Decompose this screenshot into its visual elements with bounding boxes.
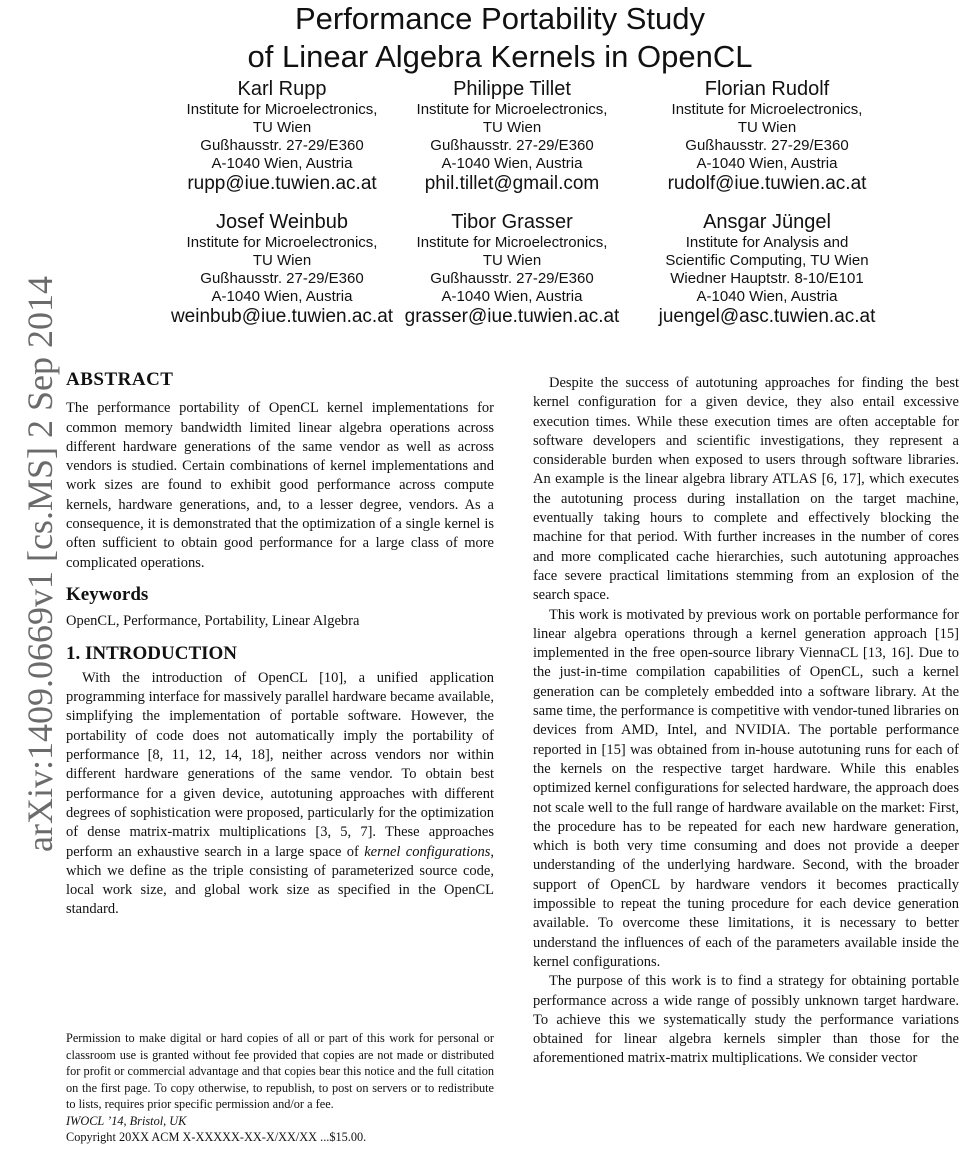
title-line-1: Performance Portability Study	[294, 1, 706, 36]
author-name: Philippe Tillet	[453, 78, 571, 100]
author-address: Gußhausstr. 27-29/E360	[430, 270, 594, 287]
author-affiliation: TU Wien	[482, 252, 542, 269]
author-email[interactable]: rudolf@iue.tuwien.ac.at	[667, 173, 867, 194]
author-email[interactable]: grasser@iue.tuwien.ac.at	[404, 306, 620, 327]
keywords-text: OpenCL, Performance, Portability, Linear Algebra	[66, 613, 360, 630]
intro-paragraph-2: Despite the success of autotuning approaches for finding the best kernel configuration for a given device, they also entail excessive execution times. While these execution times are often acceptable for software developers and scientific investigations, they represent a considerable burden when exposed to users through software libraries. An example is the linear algebra library ATLAS [6, 17], which executes the autotuning process during installation on the target machine, eventually taking hours to complete and effectively blocking the machine for that period. With further increases in the number of cores and more complicated cache hierarchies, such autotuning approaches face severe practical limitations stemming from an explosion of the search space.	[533, 375, 959, 604]
author-address: Wiedner Hauptstr. 8-10/E101	[670, 270, 864, 287]
right-column	[533, 374, 959, 1069]
author-affiliation: Institute for Analysis and	[685, 234, 849, 251]
keywords-heading: Keywords	[66, 583, 149, 605]
author-affiliation: Institute for Microelectronics,	[416, 101, 608, 118]
author-block	[617, 211, 917, 327]
author-address: A-1040 Wien, Austria	[696, 155, 838, 172]
author-affiliation: TU Wien	[482, 119, 542, 136]
author-block	[617, 78, 917, 194]
intro-paragraph-3: This work is motivated by previous work on portable performance for linear algebra operations through a kernel generation approach [15] implemented in the free open-source library ViennaCL [13, 16]. Due to the just-in-time compilation capabilities of OpenCL, such a kernel generation can be completely embedded into a software library. At the same time, the performance is competitive with vendor-tuned libraries on devices from AMD, Intel, and NVIDIA. The portable performance reported in [15] was obtained from in-house autotuning runs for each of the kernels on the respective target hardware. While this enables optimized kernel configurations for selected hardware, the approach does not scale well to the full range of hardware available on the market: First, the procedure has to be repeated for each new hardware generation, which is both very time consuming and does not provide a deeper understanding of the underlying hardware. Second, with the broader support of OpenCL by hardware vendors it becomes practically impossible to repeat the tuning procedure for each device generation available. To overcome these limitations, it is necessary to better understand the influences of each of the parameters available inside the kernel configurations.	[533, 606, 959, 970]
copyright-line: Copyright 20XX ACM X-XXXXX-XX-X/XX/XX ...$15.00.	[66, 1130, 367, 1144]
author-name: Tibor Grasser	[451, 211, 573, 233]
introduction-heading: 1. INTRODUCTION	[66, 642, 238, 664]
author-affiliation: Institute for Microelectronics,	[186, 101, 378, 118]
author-name: Ansgar Jüngel	[703, 211, 831, 233]
author-affiliation: Institute for Microelectronics,	[186, 234, 378, 251]
title-line-2: of Linear Algebra Kernels in OpenCL	[247, 39, 753, 74]
intro-paragraph-4: The purpose of this work is to find a strategy for obtaining portable performance across a wide range of possibly unknown target hardware. To achieve this we systematically study the performance variations obtained for linear algebra kernels simpler than those for the aforementioned matrix-matrix multiplications. We consider vector	[533, 973, 959, 1067]
abstract-text: The performance portability of OpenCL kernel implementations for common memory bandwidth limited linear algebra operations across different hardware generations of the same vendor as well as across vendors is studied. Certain combinations of kernel implementations and work sizes are found to exhibit good performance across compute kernels, hardware generations, and, to a lesser degree, vendors. As a consequence, it is demonstrated that the optimization of a single kernel is often sufficient to obtain good performance for a large class of more complicated operations.	[66, 400, 494, 571]
emphasis-term: kernel configurations	[364, 843, 491, 860]
author-email[interactable]: weinbub@iue.tuwien.ac.at	[170, 306, 394, 327]
author-address: Gußhausstr. 27-29/E360	[685, 137, 849, 154]
author-email[interactable]: juengel@asc.tuwien.ac.at	[658, 306, 876, 327]
author-name: Karl Rupp	[237, 78, 327, 100]
author-address: Gußhausstr. 27-29/E360	[200, 270, 364, 287]
author-address: A-1040 Wien, Austria	[441, 288, 583, 305]
author-address: A-1040 Wien, Austria	[211, 155, 353, 172]
author-address: A-1040 Wien, Austria	[696, 288, 838, 305]
author-affiliation: Scientific Computing, TU Wien	[665, 252, 869, 269]
author-affiliation: TU Wien	[252, 119, 312, 136]
author-address: Gußhausstr. 27-29/E360	[430, 137, 594, 154]
permission-notice	[66, 1030, 494, 1146]
permission-text: Permission to make digital or hard copies of all or part of this work for personal or classroom use is granted without fee provided that copies are not made or distributed for profit or commercial advantage and that copies bear this notice and the full citation on the first page. To copy otherwise, to republish, to post on servers or to redistribute to lists, requires prior specific permission and/or a fee.	[66, 1031, 494, 1111]
abstract-heading: ABSTRACT	[66, 369, 174, 390]
paper-title	[0, 0, 960, 76]
author-name: Josef Weinbub	[216, 211, 348, 233]
author-address: A-1040 Wien, Austria	[211, 288, 353, 305]
author-affiliation: Institute for Microelectronics,	[671, 101, 863, 118]
arxiv-stamp: arXiv:1409.0669v1 [cs.MS] 2 Sep 2014	[20, 276, 60, 852]
left-column	[66, 370, 494, 920]
author-address: Gußhausstr. 27-29/E360	[200, 137, 364, 154]
author-email[interactable]: phil.tillet@gmail.com	[424, 173, 600, 194]
author-affiliation: Institute for Microelectronics,	[416, 234, 608, 251]
venue-line: IWOCL ’14, Bristol, UK	[66, 1113, 187, 1128]
author-email[interactable]: rupp@iue.tuwien.ac.at	[187, 173, 377, 194]
author-address: A-1040 Wien, Austria	[441, 155, 583, 172]
author-name: Florian Rudolf	[704, 78, 830, 100]
author-affiliation: TU Wien	[252, 252, 312, 269]
intro-paragraph-1: With the introduction of OpenCL [10], a unified application programming interface for massively parallel hardware became available, simplifying the implementation of portable software. However, the portability of code does not automatically imply the portability of performance [8, 11, 12, 14, 18], neither across vendors nor within different hardware generations of the same vendor. To obtain best performance for a given device, autotuning approaches with different degrees of sophistication were proposed, particularly for the optimization of dense matrix-matrix multiplications [3, 5, 7]. These approaches perform an exhaustive search in a large space of kernel configurations, which we define as the triple consisting of parameterized source code, local work size, and global work size as specified in the OpenCL standard.	[66, 669, 494, 918]
author-affiliation: TU Wien	[737, 119, 797, 136]
